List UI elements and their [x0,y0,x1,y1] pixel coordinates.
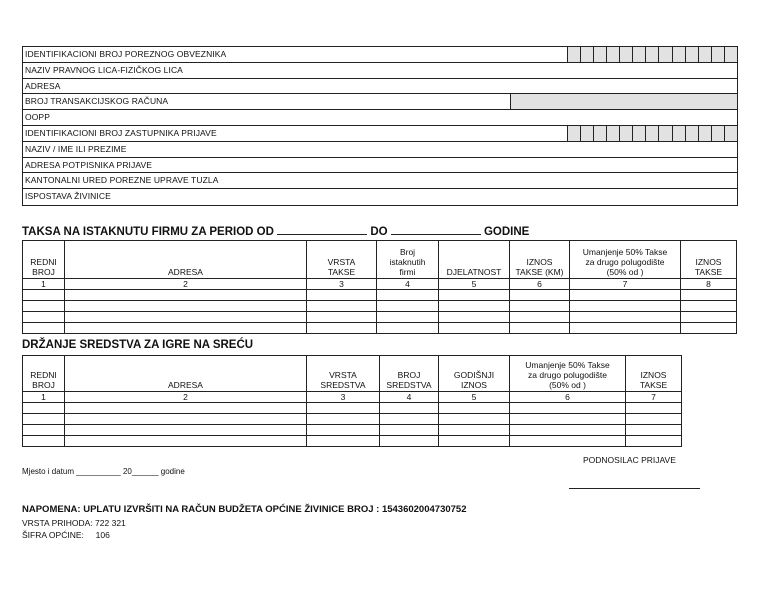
branch-office-label: ISPOSTAVA ŽIVINICE [25,191,111,202]
col-header-djelatnost: DJELATNOST [439,241,510,279]
payment-note: NAPOMENA: UPLATU IZVRŠITI NA RAČUN BUDŽETA OPĆINE ŽIVINICE BROJ : 1543602004730752 [22,504,467,515]
section1-title-part1: TAKSA NA ISTAKNUTU FIRMU ZA PERIOD OD [22,226,274,238]
col-header-vrsta-takse: VRSTA TAKSE [307,241,377,279]
oopp-row[interactable] [23,110,737,126]
col-number: 3 [307,392,380,403]
col-header-iznos-takse: IZNOS TAKSE [626,356,682,392]
col-header-redni-broj: REDNI BROJ [23,241,65,279]
col-number: 6 [510,392,626,403]
representative-id-row[interactable] [23,126,737,142]
col-header-broj-firmi: Broj istaknutih firmi [377,241,439,279]
entity-name-label: NAZIV PRAVNOG LICA-FIZIČKOG LICA [25,64,183,75]
representative-id-boxes[interactable] [567,126,737,141]
taxpayer-id-boxes[interactable] [567,47,737,62]
col-header-vrsta-sredstva: VRSTA SREDSTVA [307,356,380,392]
col-number: 4 [377,279,439,290]
section2-title: DRŽANJE SREDSTVA ZA IGRE NA SREĆU [22,339,254,351]
col-header-adresa: ADRESA [65,356,307,392]
col-number: 5 [439,392,510,403]
table-row[interactable] [23,290,737,301]
col-number: 1 [23,392,65,403]
table-header-row [23,356,682,392]
taxpayer-id-label: IDENTIFIKACIONI BROJ POREZNOG OBVEZNIKA [25,49,227,59]
col-number: 8 [681,279,737,290]
section1-title-part2: DO [370,226,388,238]
col-header-redni-broj: REDNI BROJ [23,356,65,392]
representative-id-label: IDENTIFIKACIONI BROJ ZASTUPNIKA PRIJAVE [25,127,217,138]
place-date-field[interactable]: Mjesto i datum __________ 20______ godine [22,467,185,476]
period-to-blank[interactable] [391,225,481,235]
signer-address-label: ADRESA POTPISNIKA PRIJAVE [25,159,153,170]
table-row[interactable] [23,436,682,447]
tax-office-label: KANTONALNI URED POREZNE UPRAVE TUZLA [25,175,219,186]
col-number: 6 [510,279,570,290]
col-header-iznos-takse: IZNOS TAKSE [681,241,737,279]
municipality-code: ŠIFRA OPĆINE: 106 [22,530,110,540]
col-number: 4 [380,392,439,403]
signature-line[interactable] [569,488,700,489]
col-number: 7 [626,392,682,403]
name-surname-row[interactable] [23,142,737,158]
submitter-label: PODNOSILAC PRIJAVE [583,455,676,465]
col-number: 7 [570,279,681,290]
table-row[interactable] [23,425,682,436]
column-number-row [23,279,737,290]
oopp-label: OOPP [25,112,50,123]
bank-account-field[interactable] [510,94,737,109]
col-header-iznos-takse-km: IZNOS TAKSE (KM) [510,241,570,279]
col-header-adresa: ADRESA [65,241,307,279]
section1-title [22,225,529,238]
col-number: 5 [439,279,510,290]
address-row[interactable] [23,79,737,95]
period-from-blank[interactable] [277,225,367,235]
bank-account-label: BROJ TRANSAKCIJSKOG RAČUNA [25,96,169,107]
taxpayer-info-block [22,46,738,206]
section1-title-part3: GODINE [483,226,530,238]
tax-office-row [23,173,737,189]
col-header-umanjenje: Umanjenje 50% Takse za drugo polugodište (50% od ) [510,356,626,392]
col-header-broj-sredstva: BROJ SREDSTVA [380,356,439,392]
taxpayer-id-row[interactable] [23,47,737,63]
address-label: ADRESA [25,80,61,91]
revenue-type: VRSTA PRIHODA: 722 321 [22,518,126,528]
col-number: 3 [307,279,377,290]
col-number: 2 [65,279,307,290]
table-header-row [23,241,737,279]
name-surname-label: NAZIV / IME ILI PREZIME [25,143,127,154]
table-row[interactable] [23,323,737,334]
col-number: 2 [65,392,307,403]
col-header-umanjenje: Umanjenje 50% Takse za drugo polugodište (50% od ) [570,241,681,279]
table-row[interactable] [23,312,737,323]
entity-name-row[interactable] [23,63,737,79]
column-number-row [23,392,682,403]
bank-account-row[interactable] [23,94,737,110]
signer-address-row[interactable] [23,158,737,174]
branch-office-row [23,189,737,205]
col-header-godisnji-iznos: GODIŠNJI IZNOS [439,356,510,392]
table-row[interactable] [23,403,682,414]
table-row[interactable] [23,301,737,312]
col-number: 1 [23,279,65,290]
firm-tax-table [22,240,737,334]
table-row[interactable] [23,414,682,425]
gambling-devices-table [22,355,682,447]
